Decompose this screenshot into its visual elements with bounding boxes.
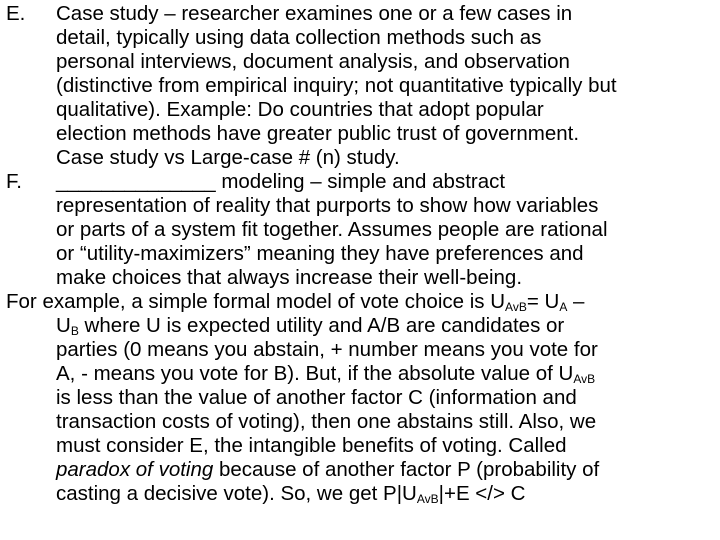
example-line-3: parties (0 means you abstain, + number means you vote for	[56, 338, 598, 361]
example-line-1: For example, a simple formal model of vote choice is $U_{AvB}= U_A$ –	[6, 290, 585, 314]
paradox-of-voting-term: paradox of voting	[56, 458, 214, 481]
example-line-8: paradox of voting because of another factor P (probability of	[56, 458, 600, 481]
item-f-line-3: or parts of a system fit together. Assumes people are rational	[56, 218, 608, 241]
subscript-a: A	[559, 300, 568, 314]
item-e-line-7: Case study vs Large-case # (n) study.	[56, 146, 400, 169]
subscript-avb: AvB	[573, 372, 596, 386]
item-e-line-2: detail, typically using data collection methods such as	[56, 26, 542, 49]
example-line-2: $U_B$ where U is expected utility and A/B are candidates or	[56, 314, 565, 338]
item-f-first-line-rest: modeling – simple and abstract	[215, 170, 506, 193]
item-e-marker: E.	[6, 2, 26, 25]
example-line-4: A, - means you vote for B). But, if the absolute value of $U_{AvB}$	[56, 362, 596, 386]
example-line-5: is less than the value of another factor C (information and	[56, 386, 577, 409]
item-f-line-2: representation of reality that purports to show how variables	[56, 194, 599, 217]
item-f-marker: F.	[6, 170, 22, 193]
item-e-line-4: (distinctive from empirical inquiry; not quantitative typically but	[56, 74, 617, 97]
example-line-6: transaction costs of voting), then one abstains still. Also, we	[56, 410, 597, 433]
example-line-7: must consider E, the intangible benefits of voting. Called	[56, 434, 567, 457]
item-e-line-3: personal interviews, document analysis, and observation	[56, 50, 570, 73]
item-e-line-1: Case study – researcher examines one or a few cases in	[56, 2, 573, 25]
item-f-line-5: make choices that always increase their well-being.	[56, 266, 523, 289]
subscript-avb: AvB	[505, 300, 527, 314]
item-f-line-4: or “utility-maximizers” meaning they have preferences and	[56, 242, 584, 265]
subscript-b: B	[70, 324, 79, 338]
example-line-9: casting a decisive vote). So, we get $P|U_{AvB}|+E$ </> C	[56, 482, 526, 506]
item-e-line-6: election methods have greater public trust of government.	[56, 122, 580, 145]
item-e-line-5: qualitative). Example: Do countries that adopt popular	[56, 98, 544, 121]
item-f-line-1	[56, 170, 505, 194]
subscript-avb: AvB	[416, 492, 439, 506]
item-f-blank: ______________	[56, 170, 216, 193]
